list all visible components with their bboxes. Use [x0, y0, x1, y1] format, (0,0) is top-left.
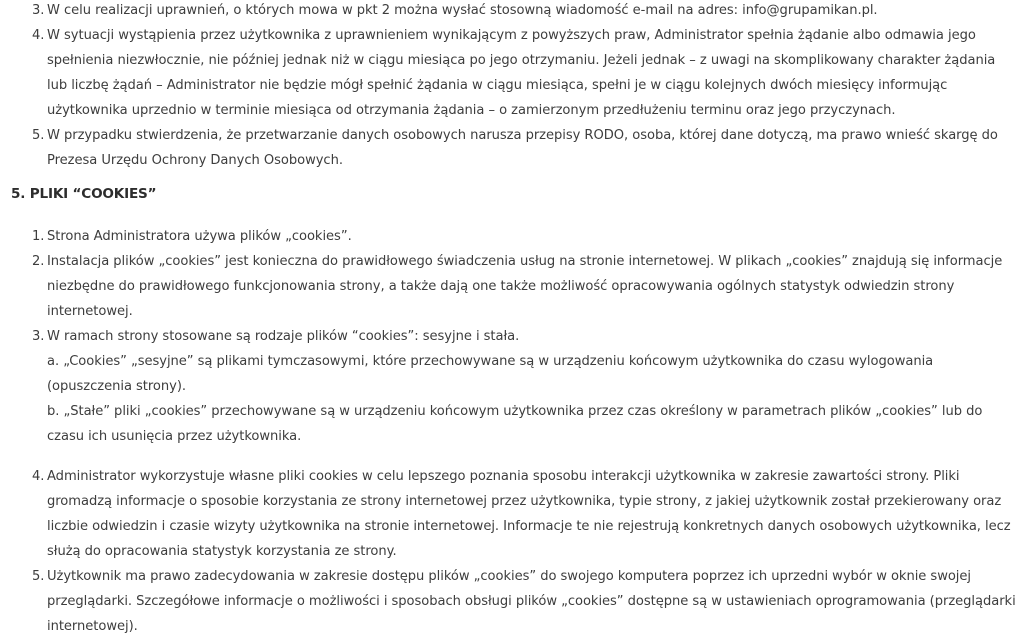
item-text: W celu realizacji uprawnień, o których mowa w pkt 2 można wysłać stosowną wiadomość e-mail na adres: info@grupamikan.pl.	[47, 3, 878, 18]
list-item	[0, 324, 1024, 464]
list-item	[0, 464, 1024, 564]
item-text: W sytuacji wystąpienia przez użytkownika z uprawnieniem wynikającym z powyższych praw, Administrator spełnia żądanie albo odmawia jego spełnienia niezwłocznie, nie później jednak niż w ciągu miesiąca po jego otrzymaniu. Jeżeli jednak – z uwagi na skomplikowany charakter żądania lub liczbę żądań – Administrator nie będzie mógł spełnić żądania w ciągu miesiąca, spełni je w ciągu kolejnych dwóch miesięcy informując użytkownika uprzednio w terminie miesiąca od otrzymania żądania – o zamierzonym przedłużeniu terminu oraz jego przyczynach.	[47, 28, 996, 118]
item-text: Instalacja plików „cookies” jest konieczna do prawidłowego świadczenia usług na stronie internetowej. W plikach „cookies” znajdują się informacje niezbędne do prawidłowego funkcjonowania strony, a także dają one także możliwość opracowywania ogólnych statystyk odwiedzin strony internetowej.	[47, 254, 1003, 319]
list-item	[0, 123, 1024, 173]
item-number: 4.	[32, 28, 45, 43]
cookies-list	[0, 224, 1024, 639]
item-number: 5.	[32, 569, 45, 584]
item-text: Strona Administratora używa plików „cookies”.	[47, 229, 352, 244]
item-number: 4.	[32, 469, 45, 484]
list-item	[0, 23, 1024, 123]
item-number: 1.	[32, 229, 45, 244]
item-text: W ramach strony stosowane są rodzaje plików “cookies”: sesyjne i stała.	[47, 329, 520, 344]
item-number: 5.	[32, 128, 45, 143]
rights-list	[0, 0, 1024, 173]
item-text: W przypadku stwierdzenia, że przetwarzanie danych osobowych narusza przepisy RODO, osoba, której dane dotyczą, ma prawo wnieść skargę do Prezesa Urzędu Ochrony Danych Osobowych.	[47, 128, 998, 168]
item-number: 2.	[32, 254, 45, 269]
sub-item-b: b. „Stałe” pliki „cookies” przechowywane są w urządzeniu końcowym użytkownika przez czas określony w parametrach plików „cookies” lub do czasu ich usunięcia przez użytkownika.	[47, 404, 983, 444]
item-number: 3.	[32, 329, 45, 344]
list-item	[0, 249, 1024, 324]
list-item	[0, 0, 1024, 23]
item-text: Użytkownik ma prawo zadecydowania w zakresie dostępu plików „cookies” do swojego komputera poprzez ich uprzedni wybór w oknie swojej przeglądarki. Szczegółowe informacje o możliwości i sposobach obsługi plików „cookies” dostępne są w ustawieniach oprogramowania (przeglądarki internetowej).	[47, 569, 1016, 634]
item-text: Administrator wykorzystuje własne pliki cookies w celu lepszego poznania sposobu interakcji użytkownika w zakresie zawartości strony. Pliki gromadzą informacje o sposobie korzystania ze strony internetowej przez użytkownika, typie strony, z jakiej użytkownik został przekierowany oraz liczbie odwiedzin i czasie wizyty użytkownika na stronie internetowej. Informacje te nie rejestrują konkretnych danych osobowych użytkownika, lecz służą do opracowania statystyk korzystania ze strony.	[47, 469, 1011, 559]
spacer	[47, 449, 1018, 464]
list-item	[0, 564, 1024, 639]
section-heading-cookies: 5. PLIKI “COOKIES”	[11, 186, 157, 202]
item-number: 3.	[32, 3, 45, 18]
sub-item-a: a. „Cookies” „sesyjne” są plikami tymczasowymi, które przechowywane są w urządzeniu końcowym użytkownika do czasu wylogowania (opuszczenia strony).	[47, 354, 934, 394]
list-item	[0, 224, 1024, 249]
